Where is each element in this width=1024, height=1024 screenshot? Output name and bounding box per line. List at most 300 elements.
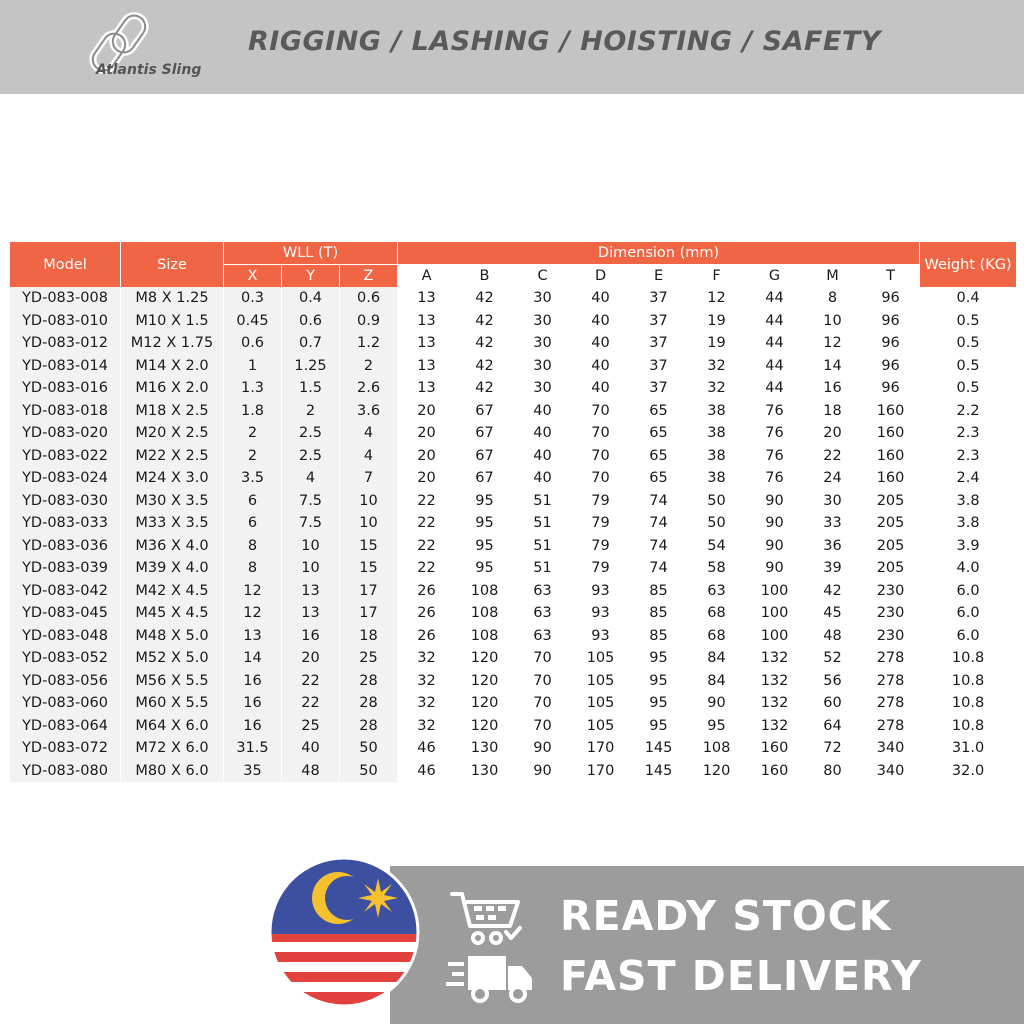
cell-dim-t: 96 (881, 380, 900, 397)
cell-dim-b: 95 (475, 560, 494, 577)
cell-wll-y: 13 (282, 580, 339, 603)
cell-dim-t: 205 (876, 537, 905, 554)
fast-delivery-text: FAST DELIVERY (560, 952, 922, 1000)
page-header (0, 0, 1024, 94)
cell-size: M12 X 1.75 (121, 332, 223, 355)
cell-dim-c: 51 (533, 537, 552, 554)
cell-dim-a: 46 (417, 740, 436, 757)
cell-dim-e: 85 (649, 582, 668, 599)
cell-model: YD-083-045 (10, 602, 120, 625)
cell-dim-t: 340 (876, 762, 905, 779)
cell-wll-y: 22 (282, 692, 339, 715)
cell-dim-e: 95 (649, 695, 668, 712)
cell-wll-x: 16 (224, 670, 281, 693)
cell-wll-z: 17 (340, 602, 397, 625)
cell-dim-g: 132 (760, 650, 789, 667)
cell-dim-c: 30 (533, 335, 552, 352)
cell-wll-z: 50 (340, 737, 397, 760)
cell-weight: 3.9 (920, 535, 1016, 558)
table-row (10, 377, 1016, 400)
cell-dim-g: 76 (765, 402, 784, 419)
cell-dim-g: 90 (765, 560, 784, 577)
cell-dim-e: 37 (649, 357, 668, 374)
cell-dim-e: 65 (649, 425, 668, 442)
cell-dim-e: 95 (649, 717, 668, 734)
cell-dim-g: 76 (765, 425, 784, 442)
cell-dim-t: 278 (876, 717, 905, 734)
cell-dim-m: 24 (823, 470, 842, 487)
cell-dim-f: 84 (707, 650, 726, 667)
header-dim-a: A (398, 265, 455, 287)
cell-dim-c: 70 (533, 672, 552, 689)
cell-wll-z: 17 (340, 580, 397, 603)
cell-dim-m: 52 (823, 650, 842, 667)
cell-dim-b: 120 (470, 672, 499, 689)
cell-dim-d: 170 (586, 762, 615, 779)
cell-dim-g: 100 (760, 627, 789, 644)
cell-dim-a: 32 (417, 695, 436, 712)
table-row (10, 512, 1016, 535)
header-dim-g: G (746, 265, 803, 287)
cell-dim-d: 70 (591, 402, 610, 419)
cell-size: M45 X 4.5 (121, 602, 223, 625)
cell-dim-e: 37 (649, 290, 668, 307)
cell-wll-z: 50 (340, 760, 397, 783)
cell-dim-c: 40 (533, 402, 552, 419)
cell-dim-m: 80 (823, 762, 842, 779)
cell-dim-m: 45 (823, 605, 842, 622)
cell-dim-c: 30 (533, 290, 552, 307)
cell-dim-e: 145 (644, 762, 673, 779)
table-row (10, 557, 1016, 580)
cell-wll-y: 40 (282, 737, 339, 760)
cell-dim-d: 170 (586, 740, 615, 757)
cell-dim-b: 130 (470, 740, 499, 757)
cell-dim-d: 105 (586, 650, 615, 667)
cell-model: YD-083-042 (10, 580, 120, 603)
cell-dim-b: 42 (475, 312, 494, 329)
cell-weight: 6.0 (920, 625, 1016, 648)
cell-dim-d: 70 (591, 425, 610, 442)
cell-dim-b: 120 (470, 695, 499, 712)
header-wll-z: Z (340, 265, 397, 287)
cell-dim-m: 42 (823, 582, 842, 599)
cell-size: M22 X 2.5 (121, 445, 223, 468)
cell-dim-g: 44 (765, 335, 784, 352)
cell-wll-x: 31.5 (224, 737, 281, 760)
cell-wll-y: 2.5 (282, 445, 339, 468)
cell-dim-d: 105 (586, 717, 615, 734)
cell-dim-c: 51 (533, 560, 552, 577)
cell-dim-a: 22 (417, 537, 436, 554)
cell-dim-d: 40 (591, 290, 610, 307)
cell-model: YD-083-018 (10, 400, 120, 423)
table-row (10, 760, 1016, 783)
cell-wll-x: 6 (224, 512, 281, 535)
spec-table (9, 242, 1017, 782)
cell-dim-t: 205 (876, 492, 905, 509)
cell-dim-b: 95 (475, 492, 494, 509)
cell-size: M80 X 6.0 (121, 760, 223, 783)
cell-dim-g: 90 (765, 492, 784, 509)
cell-model: YD-083-020 (10, 422, 120, 445)
cell-dim-f: 63 (707, 582, 726, 599)
cell-wll-z: 2 (340, 355, 397, 378)
cell-dim-d: 40 (591, 357, 610, 374)
cell-dim-e: 74 (649, 492, 668, 509)
cell-size: M10 X 1.5 (121, 310, 223, 333)
cell-dim-d: 105 (586, 695, 615, 712)
cell-dim-a: 13 (417, 380, 436, 397)
cell-dim-m: 20 (823, 425, 842, 442)
table-row (10, 692, 1016, 715)
cell-dim-e: 74 (649, 560, 668, 577)
cell-dim-c: 70 (533, 650, 552, 667)
cell-dim-a: 20 (417, 470, 436, 487)
table-row (10, 332, 1016, 355)
cell-dim-f: 120 (702, 762, 731, 779)
cell-wll-y: 0.4 (282, 287, 339, 310)
cell-dim-m: 48 (823, 627, 842, 644)
cell-dim-d: 79 (591, 515, 610, 532)
header-dim-e: E (630, 265, 687, 287)
cell-wll-y: 2 (282, 400, 339, 423)
table-row (10, 580, 1016, 603)
cell-wll-y: 7.5 (282, 490, 339, 513)
cell-wll-y: 7.5 (282, 512, 339, 535)
cell-wll-z: 3.6 (340, 400, 397, 423)
cell-wll-y: 13 (282, 602, 339, 625)
cell-dim-c: 30 (533, 380, 552, 397)
cell-wll-x: 8 (224, 557, 281, 580)
cell-dim-m: 72 (823, 740, 842, 757)
cell-size: M48 X 5.0 (121, 625, 223, 648)
cell-dim-b: 67 (475, 425, 494, 442)
cell-dim-t: 96 (881, 335, 900, 352)
cell-dim-c: 40 (533, 447, 552, 464)
cell-model: YD-083-072 (10, 737, 120, 760)
cell-dim-c: 70 (533, 717, 552, 734)
cell-dim-d: 70 (591, 447, 610, 464)
cell-dim-a: 20 (417, 447, 436, 464)
cell-dim-t: 205 (876, 515, 905, 532)
cell-dim-a: 46 (417, 762, 436, 779)
chain-link-logo-icon (84, 10, 194, 90)
cell-dim-c: 51 (533, 492, 552, 509)
cell-dim-g: 132 (760, 695, 789, 712)
cell-wll-y: 48 (282, 760, 339, 783)
brand-name: Atlantis Sling (96, 62, 202, 78)
cell-dim-f: 12 (707, 290, 726, 307)
cell-model: YD-083-024 (10, 467, 120, 490)
cell-dim-f: 19 (707, 335, 726, 352)
cell-wll-x: 0.45 (224, 310, 281, 333)
cell-dim-m: 30 (823, 492, 842, 509)
cell-dim-f: 108 (702, 740, 731, 757)
cell-weight: 32.0 (920, 760, 1016, 783)
cell-dim-f: 68 (707, 627, 726, 644)
header-size: Size (121, 242, 223, 287)
table-row (10, 400, 1016, 423)
cell-wll-y: 0.6 (282, 310, 339, 333)
cell-dim-t: 96 (881, 357, 900, 374)
header-dim-d: D (572, 265, 629, 287)
cell-dim-b: 108 (470, 627, 499, 644)
cell-dim-t: 278 (876, 650, 905, 667)
cell-dim-f: 50 (707, 492, 726, 509)
cell-dim-d: 79 (591, 560, 610, 577)
cell-size: M33 X 3.5 (121, 512, 223, 535)
cell-dim-a: 26 (417, 605, 436, 622)
cell-weight: 10.8 (920, 715, 1016, 738)
cell-dim-c: 90 (533, 762, 552, 779)
cell-dim-c: 63 (533, 605, 552, 622)
cell-dim-g: 100 (760, 605, 789, 622)
cell-wll-x: 1.8 (224, 400, 281, 423)
table-row (10, 535, 1016, 558)
cell-weight: 2.2 (920, 400, 1016, 423)
cell-dim-b: 120 (470, 650, 499, 667)
header-tagline: RIGGING / LASHING / HOISTING / SAFETY (248, 26, 881, 57)
cell-wll-x: 8 (224, 535, 281, 558)
cell-size: M8 X 1.25 (121, 287, 223, 310)
cell-dim-m: 10 (823, 312, 842, 329)
cell-wll-z: 28 (340, 670, 397, 693)
cell-size: M64 X 6.0 (121, 715, 223, 738)
cell-dim-f: 95 (707, 717, 726, 734)
cell-dim-g: 44 (765, 380, 784, 397)
cell-dim-g: 44 (765, 290, 784, 307)
cell-wll-x: 1 (224, 355, 281, 378)
cell-dim-m: 36 (823, 537, 842, 554)
cell-dim-d: 40 (591, 312, 610, 329)
cell-model: YD-083-060 (10, 692, 120, 715)
cell-dim-b: 67 (475, 470, 494, 487)
cell-wll-z: 28 (340, 692, 397, 715)
cell-weight: 2.4 (920, 467, 1016, 490)
table-row (10, 715, 1016, 738)
cell-wll-z: 0.9 (340, 310, 397, 333)
cell-dim-m: 39 (823, 560, 842, 577)
cell-wll-x: 14 (224, 647, 281, 670)
cell-weight: 2.3 (920, 422, 1016, 445)
cell-dim-d: 40 (591, 380, 610, 397)
cell-dim-b: 42 (475, 335, 494, 352)
cell-dim-t: 230 (876, 605, 905, 622)
cell-dim-c: 70 (533, 695, 552, 712)
cell-dim-d: 70 (591, 470, 610, 487)
cell-dim-t: 230 (876, 627, 905, 644)
cell-dim-a: 22 (417, 560, 436, 577)
cell-wll-x: 0.6 (224, 332, 281, 355)
cell-dim-d: 105 (586, 672, 615, 689)
cell-wll-x: 35 (224, 760, 281, 783)
cell-dim-t: 96 (881, 312, 900, 329)
cell-model: YD-083-014 (10, 355, 120, 378)
cell-dim-c: 90 (533, 740, 552, 757)
cell-dim-m: 16 (823, 380, 842, 397)
cell-dim-f: 38 (707, 470, 726, 487)
cell-weight: 0.5 (920, 377, 1016, 400)
cell-dim-a: 22 (417, 515, 436, 532)
cell-dim-f: 32 (707, 380, 726, 397)
cell-wll-y: 16 (282, 625, 339, 648)
cell-weight: 3.8 (920, 512, 1016, 535)
header-weight: Weight (KG) (920, 242, 1016, 287)
cell-weight: 0.4 (920, 287, 1016, 310)
cell-weight: 10.8 (920, 692, 1016, 715)
cell-model: YD-083-064 (10, 715, 120, 738)
table-row (10, 310, 1016, 333)
cell-weight: 6.0 (920, 602, 1016, 625)
shopping-cart-icon (448, 888, 524, 946)
cell-dim-m: 22 (823, 447, 842, 464)
cell-wll-z: 15 (340, 557, 397, 580)
cell-dim-b: 42 (475, 357, 494, 374)
cell-wll-z: 4 (340, 445, 397, 468)
cell-dim-g: 132 (760, 672, 789, 689)
cell-weight: 0.5 (920, 332, 1016, 355)
cell-size: M56 X 5.5 (121, 670, 223, 693)
cell-wll-x: 2 (224, 422, 281, 445)
cell-dim-e: 65 (649, 402, 668, 419)
cell-dim-a: 13 (417, 312, 436, 329)
cell-size: M18 X 2.5 (121, 400, 223, 423)
cell-wll-y: 1.25 (282, 355, 339, 378)
cell-dim-e: 95 (649, 672, 668, 689)
cell-dim-a: 20 (417, 425, 436, 442)
cell-dim-t: 340 (876, 740, 905, 757)
table-row (10, 737, 1016, 760)
cell-dim-d: 79 (591, 537, 610, 554)
cell-wll-y: 25 (282, 715, 339, 738)
cell-wll-z: 10 (340, 512, 397, 535)
cell-dim-c: 30 (533, 312, 552, 329)
cell-wll-y: 20 (282, 647, 339, 670)
cell-model: YD-083-022 (10, 445, 120, 468)
cell-wll-y: 10 (282, 557, 339, 580)
cell-dim-g: 76 (765, 470, 784, 487)
cell-model: YD-083-012 (10, 332, 120, 355)
cell-dim-g: 132 (760, 717, 789, 734)
cell-model: YD-083-048 (10, 625, 120, 648)
cell-wll-y: 22 (282, 670, 339, 693)
cell-dim-t: 160 (876, 447, 905, 464)
cell-dim-e: 37 (649, 380, 668, 397)
cell-wll-z: 2.6 (340, 377, 397, 400)
cell-dim-e: 37 (649, 335, 668, 352)
spec-table-body (10, 287, 1016, 782)
cell-dim-f: 58 (707, 560, 726, 577)
cell-dim-m: 33 (823, 515, 842, 532)
cell-dim-d: 93 (591, 605, 610, 622)
ready-stock-text: READY STOCK (560, 892, 892, 940)
table-row (10, 445, 1016, 468)
header-model: Model (10, 242, 120, 287)
cell-dim-b: 42 (475, 290, 494, 307)
cell-dim-t: 96 (881, 290, 900, 307)
cell-dim-t: 205 (876, 560, 905, 577)
cell-dim-t: 278 (876, 672, 905, 689)
table-row (10, 287, 1016, 310)
cell-dim-c: 63 (533, 582, 552, 599)
cell-dim-a: 26 (417, 627, 436, 644)
cell-dim-t: 230 (876, 582, 905, 599)
cell-dim-b: 95 (475, 515, 494, 532)
spec-table-header (10, 242, 1016, 287)
cell-dim-g: 44 (765, 357, 784, 374)
table-row (10, 602, 1016, 625)
cell-dim-g: 76 (765, 447, 784, 464)
cell-dim-a: 32 (417, 672, 436, 689)
cell-dim-g: 160 (760, 762, 789, 779)
table-row (10, 625, 1016, 648)
cell-size: M30 X 3.5 (121, 490, 223, 513)
header-dim-c: C (514, 265, 571, 287)
cell-dim-e: 37 (649, 312, 668, 329)
cell-size: M16 X 2.0 (121, 377, 223, 400)
cell-dim-f: 50 (707, 515, 726, 532)
header-dimension: Dimension (mm) (398, 242, 919, 265)
cell-model: YD-083-056 (10, 670, 120, 693)
cell-dim-m: 60 (823, 695, 842, 712)
cell-dim-d: 93 (591, 582, 610, 599)
cell-dim-e: 74 (649, 515, 668, 532)
cell-model: YD-083-033 (10, 512, 120, 535)
table-row (10, 467, 1016, 490)
cell-dim-e: 85 (649, 605, 668, 622)
cell-model: YD-083-030 (10, 490, 120, 513)
header-wll-y: Y (282, 265, 339, 287)
cell-dim-e: 65 (649, 470, 668, 487)
cell-dim-c: 63 (533, 627, 552, 644)
cell-size: M72 X 6.0 (121, 737, 223, 760)
cell-dim-a: 13 (417, 335, 436, 352)
cell-dim-a: 32 (417, 717, 436, 734)
cell-wll-y: 0.7 (282, 332, 339, 355)
cell-wll-y: 4 (282, 467, 339, 490)
cell-dim-d: 93 (591, 627, 610, 644)
cell-model: YD-083-039 (10, 557, 120, 580)
cell-dim-b: 108 (470, 605, 499, 622)
cell-weight: 2.3 (920, 445, 1016, 468)
header-dim-t: T (862, 265, 919, 287)
cell-model: YD-083-036 (10, 535, 120, 558)
cell-wll-x: 13 (224, 625, 281, 648)
cell-wll-x: 2 (224, 445, 281, 468)
cell-dim-b: 67 (475, 447, 494, 464)
cell-model: YD-083-010 (10, 310, 120, 333)
cell-wll-y: 2.5 (282, 422, 339, 445)
cell-dim-m: 56 (823, 672, 842, 689)
cell-dim-c: 30 (533, 357, 552, 374)
cell-dim-e: 74 (649, 537, 668, 554)
table-row (10, 422, 1016, 445)
cell-wll-z: 4 (340, 422, 397, 445)
cell-dim-e: 65 (649, 447, 668, 464)
cell-wll-x: 3.5 (224, 467, 281, 490)
cell-wll-z: 7 (340, 467, 397, 490)
cell-weight: 3.8 (920, 490, 1016, 513)
cell-model: YD-083-052 (10, 647, 120, 670)
cell-wll-z: 10 (340, 490, 397, 513)
cell-size: M39 X 4.0 (121, 557, 223, 580)
cell-model: YD-083-080 (10, 760, 120, 783)
cell-wll-x: 16 (224, 715, 281, 738)
table-row (10, 670, 1016, 693)
cell-dim-a: 13 (417, 290, 436, 307)
cell-dim-e: 145 (644, 740, 673, 757)
